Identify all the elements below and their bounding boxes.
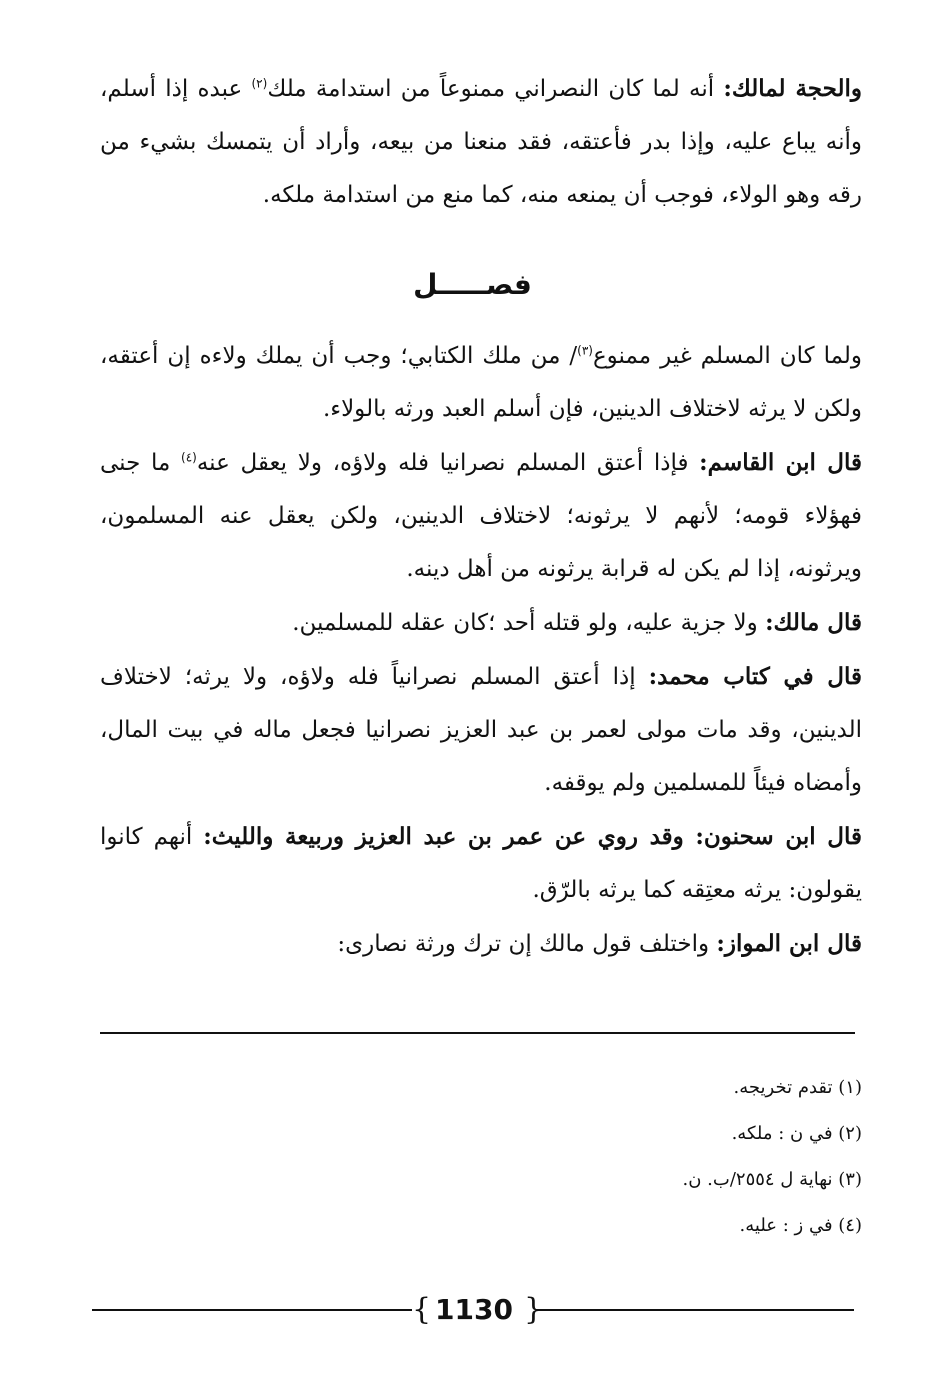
intro-text-a: أنه لما كان النصراني ممنوعاً من استدامة ملك — [267, 76, 724, 102]
paragraph-4 — [100, 650, 862, 810]
footnote-1: (١) تقدم تخريجه. — [733, 1077, 862, 1098]
p2-text-a: فإذا أعتق المسلم نصرانيا فله ولاؤه، ولا يعقل عنه — [196, 450, 700, 476]
p2-lead: قال ابن القاسم: — [699, 449, 862, 476]
p6-text: واختلف قول مالك إن ترك ورثة نصارى: — [337, 931, 717, 957]
footer-rule-right — [536, 1309, 854, 1311]
p5-text: أنهم كانوا يقولون: يرثه معتِقه كما يرثه بالرّق. — [100, 824, 862, 903]
paragraph-6 — [100, 917, 862, 971]
footnote-4: (٤) في ز : عليه. — [739, 1215, 862, 1236]
intro-lead: والحجة لمالك: — [723, 75, 863, 102]
p3-text: ولا جزية عليه، ولو قتله أحد ؛كان عقله للمسلمين. — [292, 610, 766, 636]
footnote-3: (٣) نهاية ل ٢٥٥٤/ب. ن. — [682, 1169, 862, 1190]
p4-lead: قال في كتاب محمد: — [648, 663, 862, 690]
p6-lead: قال ابن المواز: — [716, 930, 862, 957]
footer-brace-left: { — [412, 1292, 432, 1327]
p1-text-a: ولما كان المسلم غير ممنوع — [592, 343, 862, 369]
p4-text: إذا أعتق المسلم نصرانياً فله ولاؤه، ولا يرثه؛ لاختلاف الدينين، وقد مات مولى لعمر بن عبد العزيز نصرانيا فجعل ماله في بيت المال، وأمضاه فيئاً للمسلمين ولم يوقفه. — [100, 664, 862, 796]
footnotes — [100, 1065, 862, 1249]
intro-text-b: عبده إذا أسلم، وأنه يباع عليه، وإذا بدر فأعتقه، فقد منعنا من بيعه، وأراد أن يتمسك بشيء من رقه وهو الولاء، فوجب أن يمنعه منه، كما منع من استدامة ملكه. — [100, 76, 862, 208]
page-number: 1130 — [435, 1293, 513, 1326]
paragraph-5 — [100, 810, 862, 917]
p1-text-b: / من ملك الكتابي؛ وجب أن يملك ولاءه إن أعتقه، ولكن لا يرثه لاختلاف الدينين، فإن أسلم العبد ورثه بالولاء. — [100, 343, 862, 422]
main-text-block — [100, 330, 862, 971]
paragraph-3 — [100, 596, 862, 650]
section-heading: فصـــــل — [413, 268, 532, 301]
intro-block — [100, 62, 862, 222]
p5-lead: قال ابن سحنون: وقد روي عن عمر بن عبد العزيز وربيعة والليث: — [203, 823, 863, 850]
intro-paragraph — [100, 62, 862, 222]
footer-brace-right: } — [524, 1292, 544, 1327]
p3-lead: قال مالك: — [765, 609, 862, 636]
footnote-2: (٢) في ن : ملكه. — [731, 1123, 862, 1144]
paragraph-1 — [100, 330, 862, 436]
footer-rule-left — [92, 1309, 412, 1311]
footnote-divider — [100, 1032, 855, 1034]
footnote-mark-3: (٣) — [577, 343, 593, 358]
p2-text-b: ما جنى فهؤلاء قومه؛ لأنهم لا يرثونه؛ لاختلاف الدينين، ولكن يعقل عنه المسلمون، ويرثونه، إذا لم يكن له قرابة يرثونه من أهل دينه. — [100, 450, 862, 582]
paragraph-2 — [100, 436, 862, 596]
footnote-mark-2: (٢) — [251, 76, 268, 91]
footnote-mark-4: (٤) — [181, 450, 197, 465]
page-footer — [92, 1290, 854, 1330]
